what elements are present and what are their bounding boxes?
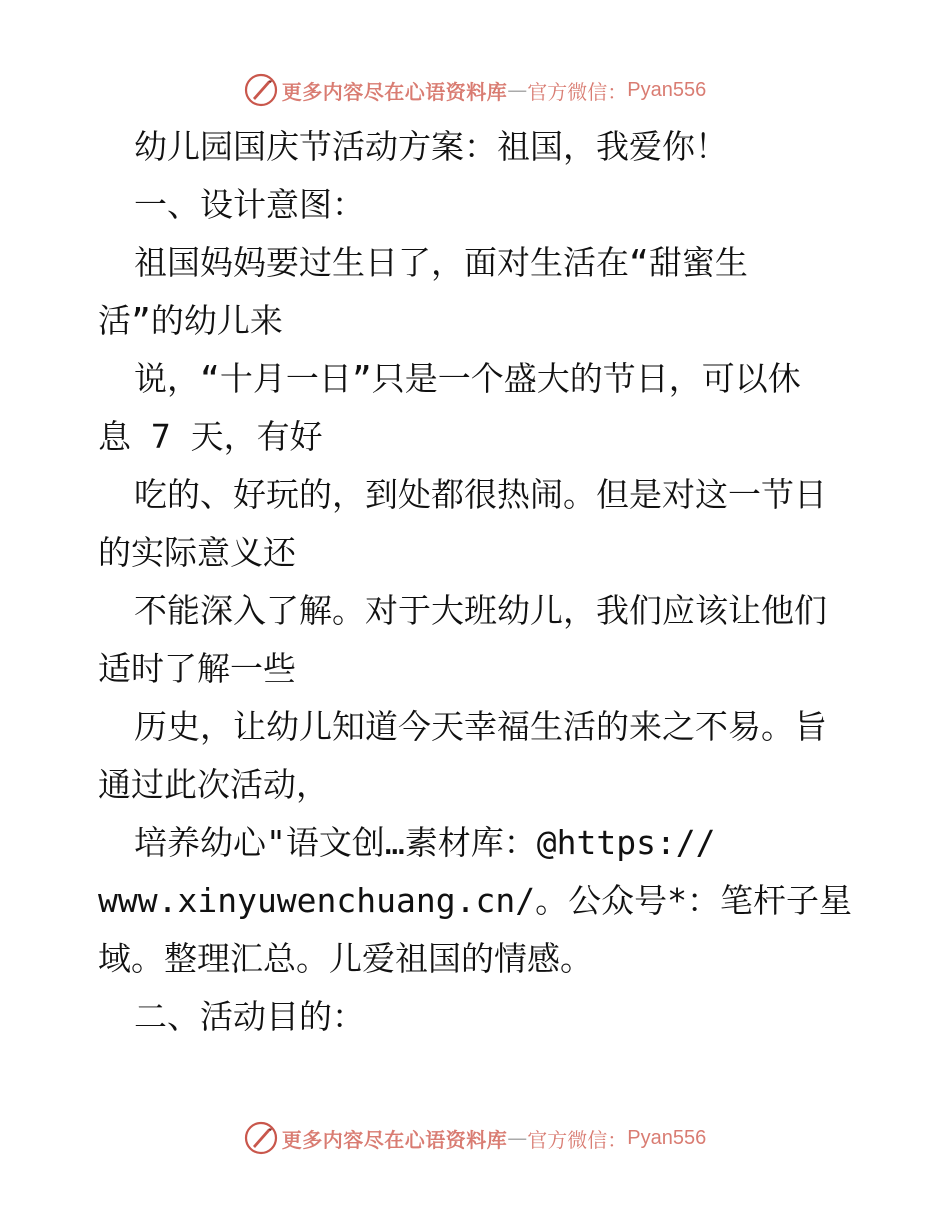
paragraph-line: 域。整理汇总。儿爱祖国的情感。 <box>98 939 593 978</box>
paragraph-line: 说，“十月一日”只是一个盛大的节日，可以休 <box>134 359 801 398</box>
document-body <box>98 118 858 1046</box>
paragraph-line: 的实际意义还 <box>98 533 296 572</box>
header-watermark <box>0 70 950 110</box>
paragraph-line: 息 7 天，有好 <box>98 417 323 456</box>
paragraph-line: 活”的幼儿来 <box>98 301 283 340</box>
watermark-separator: — <box>507 78 528 102</box>
paragraph-line: www.xinyuwenchuang.cn/。公众号*：笔杆子星 <box>98 881 852 920</box>
watermark-contact-id: Pyan556 <box>627 1126 707 1149</box>
watermark-contact-id: Pyan556 <box>627 78 707 101</box>
paragraph-line: 适时了解一些 <box>98 649 296 688</box>
watermark-text: 更多内容尽在心语资料库 <box>281 79 508 104</box>
watermark-contact-label: 官方微信： <box>527 79 628 104</box>
paragraph-line: 培养幼心"语文创…素材库：@https:// <box>134 823 716 862</box>
footer-watermark <box>0 1118 950 1158</box>
document-title: 幼儿园国庆节活动方案：祖国，我爱你！ <box>134 127 728 166</box>
watermark-separator: — <box>507 1126 528 1150</box>
watermark-text: 更多内容尽在心语资料库 <box>281 1127 508 1152</box>
watermark-contact-label: 官方微信： <box>527 1127 628 1152</box>
paragraph-line: 吃的、好玩的，到处都很热闹。但是对这一节日 <box>134 475 827 514</box>
paragraph-line: 历史，让幼儿知道今天幸福生活的来之不易。旨 <box>134 707 827 746</box>
paragraph-line: 不能深入了解。对于大班幼儿，我们应该让他们 <box>134 591 827 630</box>
quill-logo-icon <box>244 73 278 107</box>
quill-logo-icon <box>244 1121 278 1155</box>
section-heading: 二、活动目的： <box>134 997 365 1036</box>
paragraph-line: 通过此次活动， <box>98 765 329 804</box>
section-heading: 一、设计意图： <box>134 185 365 224</box>
paragraph-line: 祖国妈妈要过生日了，面对生活在“甜蜜生 <box>134 243 748 282</box>
